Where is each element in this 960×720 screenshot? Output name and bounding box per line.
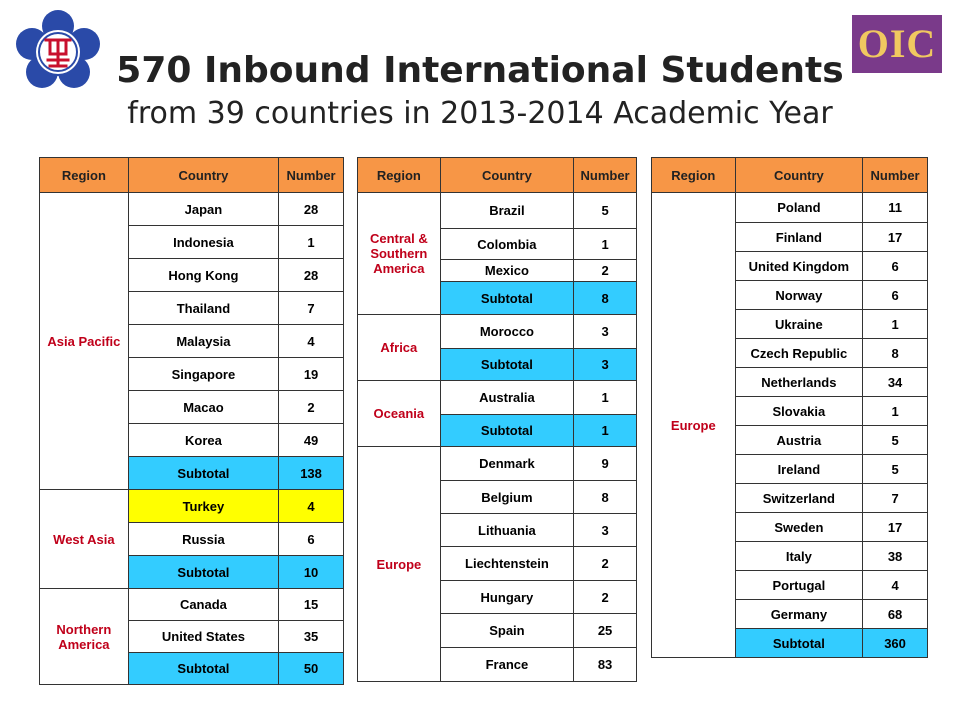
number-header: Number xyxy=(279,158,344,193)
page-title: 570 Inbound International Students xyxy=(116,50,844,91)
country-cell: Canada xyxy=(128,589,278,621)
country-cell: Denmark xyxy=(440,447,573,481)
number-cell: 28 xyxy=(279,193,344,226)
country-cell: Sweden xyxy=(735,513,863,542)
subtotal-label: Subtotal xyxy=(440,349,573,381)
number-cell: 8 xyxy=(574,481,637,514)
country-cell: Singapore xyxy=(128,358,278,391)
country-cell: United States xyxy=(128,621,278,653)
subtotal-value: 10 xyxy=(279,556,344,589)
number-cell: 34 xyxy=(863,368,928,397)
country-cell: Switzerland xyxy=(735,484,863,513)
number-cell: 4 xyxy=(863,571,928,600)
region-header: Region xyxy=(40,158,129,193)
country-cell: Japan xyxy=(128,193,278,226)
number-cell: 3 xyxy=(574,514,637,547)
number-cell: 2 xyxy=(574,581,637,614)
number-cell: 6 xyxy=(863,281,928,310)
region-west-asia: West Asia xyxy=(40,490,129,589)
number-cell: 25 xyxy=(574,614,637,648)
region-europe: Europe xyxy=(358,447,441,682)
number-cell: 5 xyxy=(574,193,637,229)
country-cell: Poland xyxy=(735,193,863,223)
table-header-row xyxy=(652,158,928,193)
table-row xyxy=(652,193,928,223)
number-cell: 3 xyxy=(574,315,637,349)
number-cell: 5 xyxy=(863,426,928,455)
region-africa: Africa xyxy=(358,315,441,381)
number-cell: 2 xyxy=(574,260,637,282)
number-cell: 4 xyxy=(279,490,344,523)
country-header: Country xyxy=(735,158,863,193)
subtotal-label: Subtotal xyxy=(735,629,863,658)
number-cell: 35 xyxy=(279,621,344,653)
region-central-southern-america: Central & Southern America xyxy=(358,193,441,315)
number-cell: 1 xyxy=(574,229,637,260)
country-cell: Netherlands xyxy=(735,368,863,397)
table-row xyxy=(358,193,637,229)
number-cell: 7 xyxy=(279,292,344,325)
number-cell: 8 xyxy=(863,339,928,368)
number-cell: 1 xyxy=(574,381,637,415)
number-cell: 2 xyxy=(279,391,344,424)
country-cell: Mexico xyxy=(440,260,573,282)
country-cell: Australia xyxy=(440,381,573,415)
number-cell: 1 xyxy=(863,397,928,426)
country-cell: Morocco xyxy=(440,315,573,349)
country-cell: Lithuania xyxy=(440,514,573,547)
number-cell: 5 xyxy=(863,455,928,484)
subtotal-value: 360 xyxy=(863,629,928,658)
country-cell: Russia xyxy=(128,523,278,556)
country-cell: Finland xyxy=(735,223,863,252)
subtotal-value: 8 xyxy=(574,282,637,315)
country-cell: Ireland xyxy=(735,455,863,484)
country-cell: Portugal xyxy=(735,571,863,600)
region-northern-america: Northern America xyxy=(40,589,129,685)
country-cell: Ukraine xyxy=(735,310,863,339)
subtotal-value: 3 xyxy=(574,349,637,381)
subtotal-value: 138 xyxy=(279,457,344,490)
number-cell: 6 xyxy=(863,252,928,281)
country-cell: Macao xyxy=(128,391,278,424)
number-cell: 4 xyxy=(279,325,344,358)
region-oceania: Oceania xyxy=(358,381,441,447)
country-cell: Belgium xyxy=(440,481,573,514)
country-cell: France xyxy=(440,648,573,682)
subtotal-label: Subtotal xyxy=(440,282,573,315)
table-row xyxy=(40,193,344,226)
subtotal-label: Subtotal xyxy=(440,415,573,447)
table-header-row xyxy=(40,158,344,193)
subtotal-label: Subtotal xyxy=(128,653,278,685)
country-cell: Austria xyxy=(735,426,863,455)
table-row xyxy=(40,589,344,621)
country-header: Country xyxy=(440,158,573,193)
number-cell: 6 xyxy=(279,523,344,556)
subtotal-label: Subtotal xyxy=(128,457,278,490)
number-cell: 2 xyxy=(574,547,637,581)
country-cell: Hungary xyxy=(440,581,573,614)
oic-badge: OIC xyxy=(852,15,942,73)
number-cell: 68 xyxy=(863,600,928,629)
country-cell: Slovakia xyxy=(735,397,863,426)
table-row xyxy=(358,315,637,349)
country-cell: Germany xyxy=(735,600,863,629)
number-cell: 15 xyxy=(279,589,344,621)
table-row xyxy=(40,490,344,523)
country-cell: United Kingdom xyxy=(735,252,863,281)
number-header: Number xyxy=(574,158,637,193)
country-header: Country xyxy=(128,158,278,193)
country-cell: Liechtenstein xyxy=(440,547,573,581)
table-row xyxy=(358,381,637,415)
number-cell: 11 xyxy=(863,193,928,223)
country-cell: Italy xyxy=(735,542,863,571)
country-cell: Indonesia xyxy=(128,226,278,259)
region-europe: Europe xyxy=(652,193,736,658)
country-cell: Colombia xyxy=(440,229,573,260)
country-cell: Turkey xyxy=(128,490,278,523)
country-cell: Spain xyxy=(440,614,573,648)
table-header-row xyxy=(358,158,637,193)
number-cell: 83 xyxy=(574,648,637,682)
number-cell: 38 xyxy=(863,542,928,571)
country-cell: Malaysia xyxy=(128,325,278,358)
region-header: Region xyxy=(652,158,736,193)
subtotal-value: 50 xyxy=(279,653,344,685)
country-cell: Korea xyxy=(128,424,278,457)
number-header: Number xyxy=(863,158,928,193)
number-cell: 7 xyxy=(863,484,928,513)
students-table-1 xyxy=(39,157,344,685)
subtotal-value: 1 xyxy=(574,415,637,447)
country-cell: Hong Kong xyxy=(128,259,278,292)
country-cell: Brazil xyxy=(440,193,573,229)
number-cell: 49 xyxy=(279,424,344,457)
number-cell: 17 xyxy=(863,223,928,252)
region-header: Region xyxy=(358,158,441,193)
subtotal-label: Subtotal xyxy=(128,556,278,589)
number-cell: 17 xyxy=(863,513,928,542)
country-cell: Czech Republic xyxy=(735,339,863,368)
number-cell: 9 xyxy=(574,447,637,481)
number-cell: 19 xyxy=(279,358,344,391)
region-asia-pacific: Asia Pacific xyxy=(40,193,129,490)
number-cell: 1 xyxy=(279,226,344,259)
country-cell: Thailand xyxy=(128,292,278,325)
students-table-3 xyxy=(651,157,928,658)
number-cell: 1 xyxy=(863,310,928,339)
page-subtitle: from 39 countries in 2013-2014 Academic Year xyxy=(127,96,833,131)
table-row xyxy=(358,447,637,481)
number-cell: 28 xyxy=(279,259,344,292)
students-table-2 xyxy=(357,157,637,682)
country-cell: Norway xyxy=(735,281,863,310)
